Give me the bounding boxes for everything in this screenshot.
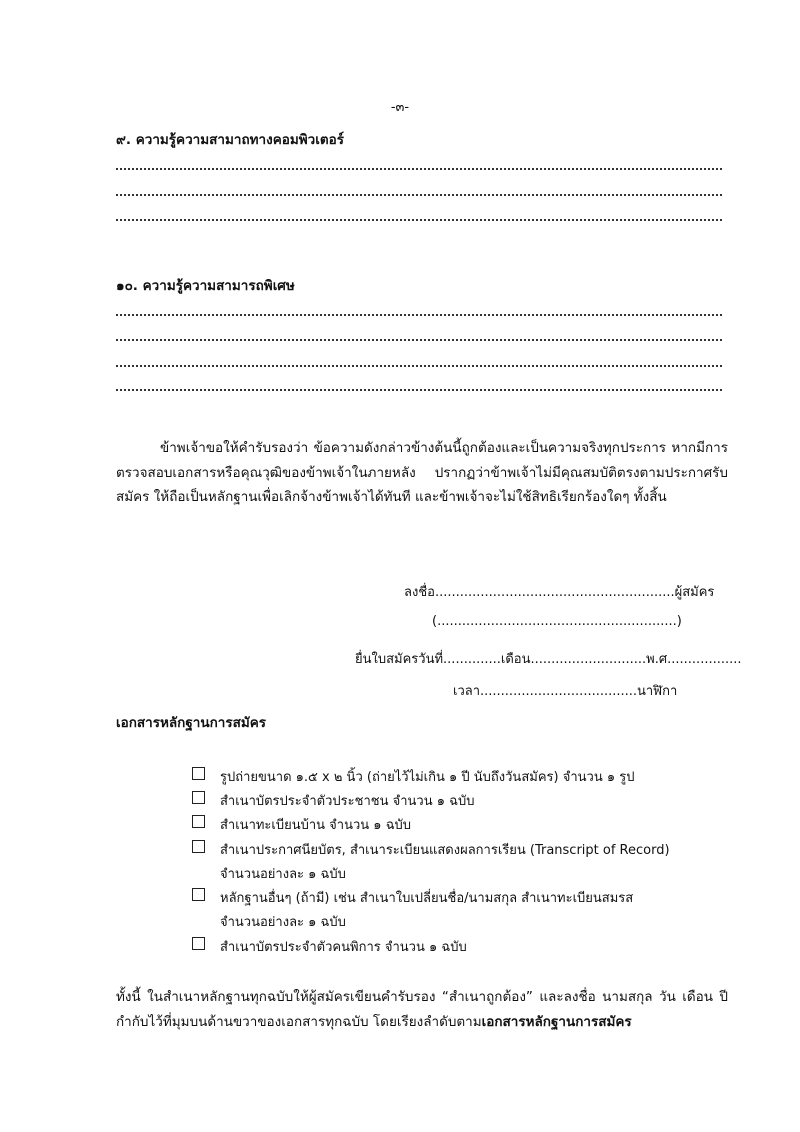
checkbox[interactable] [192,815,205,828]
footer-note-emphasis: เอกสารหลักฐานการสมัคร [481,1013,632,1030]
section-10-fill-line-3[interactable] [116,361,722,367]
document-item-label: รูปถ่ายขนาด ๑.๕ x ๒ นิ้ว (ถ่ายไว้ไม่เกิน ๑ ปี นับถึงวันสมัคร) จำนวน ๑ รูป [220,770,635,785]
signature-line[interactable]: ลงชื่อ..........................................................ผู้สมัคร [404,585,715,600]
declaration-paragraph [116,436,728,510]
document-item-label-cont: จำนวนอย่างละ ๑ ฉบับ [220,915,346,930]
document-item-label: สำเนาบัตรประจำตัวประชาชน จำนวน ๑ ฉบับ [220,794,475,809]
checkbox[interactable] [192,791,205,804]
section-10-title: ๑๐. ความรู้ความสามารถพิเศษ [116,278,295,294]
section-9-fill-line-1[interactable] [116,164,722,170]
declaration-text: ข้าพเจ้าขอให้คำรับรองว่า ข้อความดังกล่าวข้างต้นนี้ถูกต้องและเป็นความจริงทุกประการ หากมีการตรวจสอบเอกสารหรือคุณวุฒิของข้าพเจ้าในภายหลัง ปรากฏว่าข้าพเจ้าไม่มีคุณสมบัติตรงตามประกาศรับสมัคร ให้ถือเป็นหลักฐานเพื่อเลิกจ้างข้าพเจ้าได้ทันที และข้าพเจ้าจะไม่ใช้สิทธิเรียกร้องใดๆ ทั้งสิ้น [116,440,728,505]
section-9-fill-line-3[interactable] [116,215,722,221]
section-10-fill-line-1[interactable] [116,310,722,316]
section-10-fill-line-2[interactable] [116,335,722,341]
page-number: -๓- [390,100,410,115]
checkbox[interactable] [192,840,205,853]
section-10-fill-line-4[interactable] [116,385,722,391]
checkbox[interactable] [192,937,205,950]
section-9-title: ๙. ความรู้ความสามาถทางคอมพิวเตอร์ [116,132,344,148]
document-item-label: สำเนาทะเบียนบ้าน จำนวน ๑ ฉบับ [220,818,412,833]
name-line[interactable]: (..........................................................) [432,614,682,629]
checkbox[interactable] [192,767,205,780]
submission-date-line[interactable]: ยื่นใบสมัครวันที่..............เดือน............................พ.ศ.................. [355,652,742,667]
document-item-label: สำเนาบัตรประจำตัวคนพิการ จำนวน ๑ ฉบับ [220,940,467,955]
section-9-fill-line-2[interactable] [116,190,722,196]
footer-note-text: ทั้งนี้ ในสำเนาหลักฐานทุกฉบับให้ผู้สมัครเขียนคำรับรอง “สำเนาถูกต้อง” และลงชื่อ นามสกุล วัน เดือน ปี กำกับไว้ที่มุมบนด้านขวาของเอกสารทุกฉบับ โดยเรียงลำดับตาม [116,989,728,1030]
document-item-label: สำเนาประกาศนียบัตร, สำเนาระเบียนแสดงผลการเรียน (Transcript of Record) [220,843,670,858]
document-item-label-cont: จำนวนอย่างละ ๑ ฉบับ [220,867,346,882]
footer-note [116,985,728,1034]
submission-time-line[interactable]: เวลา......................................นาฬิกา [453,684,678,699]
documents-title: เอกสารหลักฐานการสมัคร [116,715,266,731]
checkbox[interactable] [192,888,205,901]
document-item-label: หลักฐานอื่นๆ (ถ้ามี) เช่น สำเนาใบเปลี่ยนชื่อ/นามสกุล สำเนาทะเบียนสมรส [220,891,634,906]
